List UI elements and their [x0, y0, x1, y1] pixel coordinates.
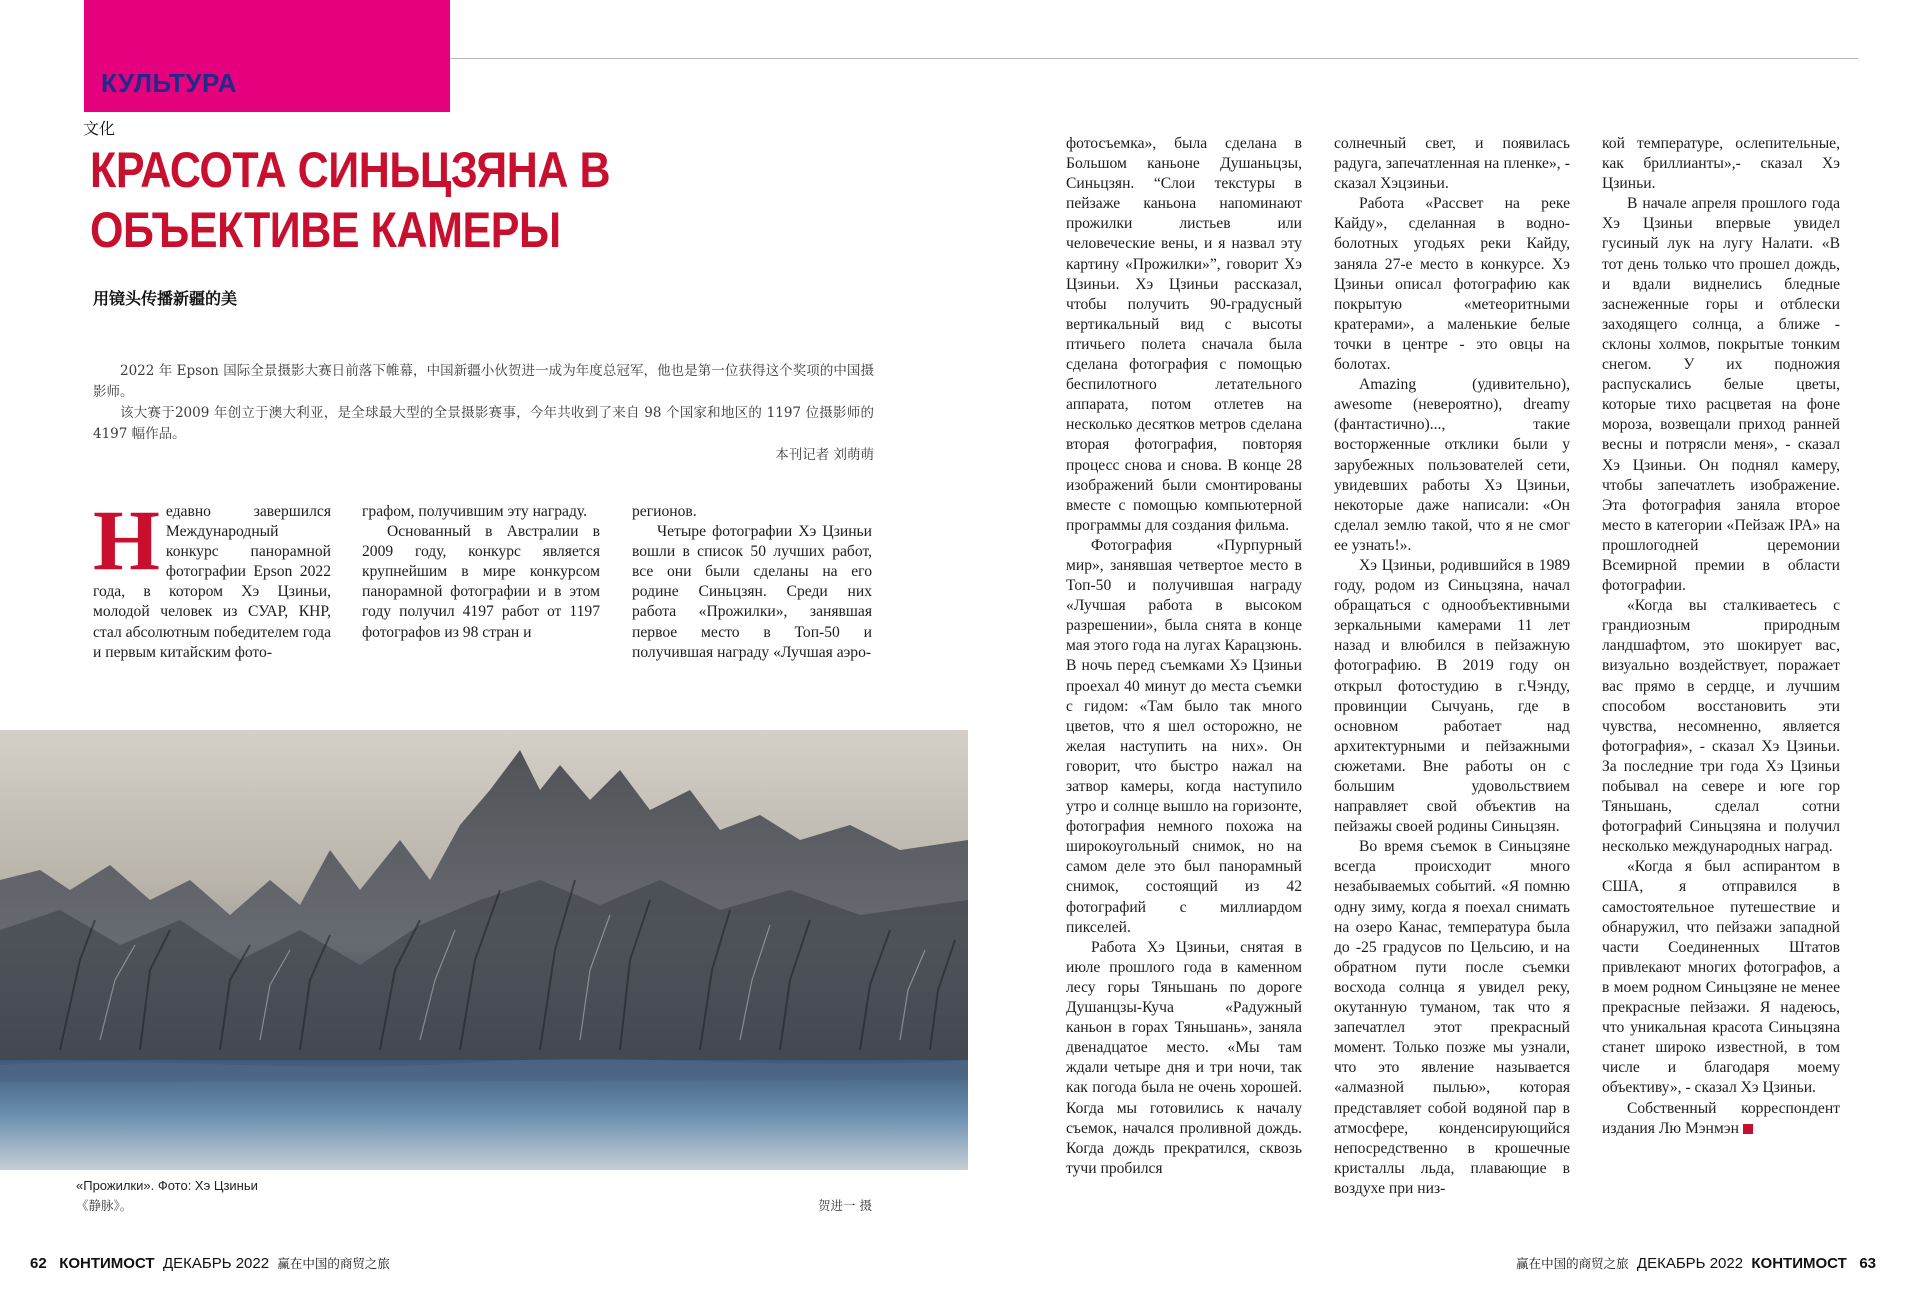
slogan-right-cn: 赢在中国的商贸之旅	[1516, 1256, 1629, 1271]
brand-right: КОНТИМОСТ	[1751, 1255, 1847, 1272]
article-text: Хэ Цзиньи, родившийся в 1989 году, родом из Синьцзяна, начал обращаться с однообъективными зеркальными камерами 11 лет назад и влюбился в пейзажную фотографию. В 2019 году он открыл фотостудию в г.Чэнду, провинции Сычуань, где в основном работает над архитектурными и пейзажными сюжетами. Вне работы он с большим удовольствием направляет свой объектив на пейзажы своей родины Синьцзян.	[1334, 556, 1570, 836]
headline	[90, 140, 640, 260]
lead-cn-paragraph-1: 2022 年 Epson 国际全景摄影大赛日前落下帷幕，中国新疆小伙贺进一成为年度总冠军，他也是第一位获得这个奖项的中国摄影师。	[93, 363, 874, 400]
article-text: Четыре фотографии Хэ Цзиньи вошли в список 50 лучших работ, все они были сделаны на его родине Синьцзян. Среди них работа «Прожилки», занявшая первое место в Топ-50 и получившая награду «Лучшая аэро-	[632, 523, 872, 661]
article-text: регионов.	[632, 503, 697, 520]
article-text: Фотография «Пурпурный мир», занявшая четвертое место в Топ-50 и получившая награду «Лучшая работа в высоком разрешении», была снята в конце мая этого года на лугах Карацзюнь. В ночь перед съемками Хэ Цзиньи проехал 40 минут до места съемки с гидом: «Там было так много цветов, что я шел осторожно, не желая наступить на них». Он говорит, что быстро нажал на затвор камеры, когда наступило утро и солнце вышло на горизонте, фотография немного похожа на широкоугольный снимок, но на самом деле это был панорамный снимок, состоящий из 42 фотографий с миллиардом пикселей.	[1066, 536, 1302, 936]
page-number-left: 62	[30, 1255, 47, 1272]
headline-line-1: КРАСОТА СИНЬЦЗЯНА В	[90, 142, 611, 198]
article-column-4	[1066, 134, 1302, 1179]
photo-caption: «Прожилки». Фото: Хэ Цзиньи	[76, 1178, 258, 1193]
article-text: Работа «Рассвет на реке Кайду», сделанная в водно-болотных угодьях реки Кайду, заняла 27-е место в конкурсе. Хэ Цзиньи описал фотографию как покрытую «метеоритными кратерами», а маленькие белые точки в центре - это овцы на болотах.	[1334, 195, 1570, 374]
article-photo	[0, 730, 968, 1170]
issue-date-left: ДЕКАБРЬ 2022	[162, 1255, 270, 1272]
article-text: «Когда я был аспирантом в США, я отправился в самостоятельное путешествие и обнаружил, что пейзажи западной части Соединенных Штатов привлекают многих фотографов, а в моем родном Синьцзяне не менее прекрасные пейзажи. Я надеюсь, что уникальная красота Синьцзяна станет широко известной, в том числе и благодаря моему объективу», - сказал Хэ Цзиньи.	[1602, 858, 1840, 1097]
article-text: В начале апреля прошлого года Хэ Цзиньи впервые увидел гусиный лук на лугу Налати. «В тот день только что прошел дождь, и вдали виднелись бледные заснеженные горы и отблески заходящего солнца, а ближе - склоны холмов, покрытые тонким снегом. У их подножия распускались белые цветы, которые тихо расцветая на фоне мороза, возвещали приход ранней весны и потрясли меня», - сказал Хэ Цзиньи. Он поднял камеру, чтобы запечатлеть изображение. Эта фотография заняла второе место в категории «Пейзаж IPA» на прошлогодней церемонии Всемирной премии в области фотографии.	[1602, 195, 1840, 595]
article-column-1	[93, 492, 331, 663]
article-signature: Собственный корреспондент издания Лю Мэнмэн	[1602, 1099, 1840, 1137]
article-text: едавно завершился Международный конкурс панорамной фотографии Epson 2022 года, в котором Хэ Цзиньи, молодой человек из СУАР, КНР, стал абсолютным победителем года и первым китайским фото-	[93, 503, 331, 661]
section-label-cn: 文化	[83, 119, 116, 138]
lead-cn	[93, 361, 874, 466]
photo-credit-cn: 贺进一 摄	[818, 1198, 872, 1213]
article-text: Во время съемок в Синьцзяне всегда происходит много незабываемых событий. «Я помню одну зиму, когда я поехал снимать на озеро Канас, температура была до -25 градусов по Цельсию, и на обратном пути после съемки восхода солнца я увидел реку, окутанную туманом, так что я запечатлел этот прекрасный момент. Только позже мы узнали, что это явление называется «алмазной пылью», которая представляет собой водяной пар в атмосфере, конденсирующийся непосредственно в крошечные кристаллы льда, плавающие в воздухе при низ-	[1334, 838, 1570, 1197]
article-column-5	[1334, 134, 1570, 1199]
article-text: «Когда вы сталкиваетесь с грандиозным природным ландшафтом, это шокирует вас, визуально воздействует, поражает вас прямо в сердце, и лучшим способом восстановить эти чувства, несомненно, является фотография», - сказал Хэ Цзиньи. За последние три года Хэ Цзиньи побывал на севере и юге гор Тяньшань, сделал сотни фотографий Синьцзяна и получил несколько международных наград.	[1602, 597, 1840, 856]
lead-cn-byline: 本刊记者 刘萌萌	[775, 447, 874, 463]
canyon-aerial-image	[0, 730, 968, 1170]
slogan-left-cn: 赢在中国的商贸之旅	[277, 1256, 390, 1271]
article-column-2	[362, 502, 600, 643]
header-rule	[450, 58, 1858, 59]
article-text: Основанный в Австралии в 2009 году, конкурс является крупнейшим в мире конкурсом панорамной фотографии и в этом году получил 4197 работ от 1197 фотографов из 98 стран и	[362, 523, 600, 641]
section-label: КУЛЬТУРА	[101, 68, 237, 98]
article-column-3	[632, 502, 872, 663]
footer-right	[1516, 1254, 1876, 1272]
article-text: Работа Хэ Цзиньи, снятая в июле прошлого года в каменном лесу горы Тяньшань по дороге Душанцзы-Куча «Радужный каньон в горах Тяньшань», заняла двенадцатое место. «Мы там ждали четыре дня и три ночи, так как погода была не очень хорошей. Когда мы готовились к началу съемок, начался проливной дождь. Когда дождь прекратился, сквозь тучи пробился	[1066, 938, 1302, 1177]
footer-left	[30, 1254, 390, 1272]
lead-cn-paragraph-2: 该大赛于2009 年创立于澳大利亚，是全球最大型的全景摄影赛事，今年共收到了来自 98 个国家和地区的 1197 位摄影师的 4197 幅作品。	[93, 405, 874, 442]
brand-left: КОНТИМОСТ	[59, 1255, 155, 1272]
headline-line-2: ОБЪЕКТИВЕ КАМЕРЫ	[90, 202, 561, 258]
article-text: фотосъемка», была сделана в Большом каньоне Душаньцзы, Синьцзян. “Слои текстуры в пейзаже каньона напоминают прожилки листьев или человеческие вены, и я назвал эту картину «Прожилки»”, говорит Хэ Цзиньи. Хэ Цзиньи рассказал, чтобы получить 90-градусный вертикальный вид с высоты птичьего полета сначала была сделана фотография с помощью беспилотного летательного аппарата, потом отлетев на несколько десятков метров сделана вторая фотография, повторяя процесс снова и снова. В конце 28 изображений были смонтированы вместе с помощью компьютерной программы для создания фильма.	[1066, 135, 1302, 534]
subtitle-cn: 用镜头传播新疆的美	[93, 289, 238, 308]
page-number-right: 63	[1859, 1255, 1876, 1272]
drop-cap: Н	[93, 492, 160, 588]
article-text: Amazing (удивительно), awesome (невероятно), dreamy (фантастично)..., такие восторженные отклики были у зарубежных пользователей сети, увидевших работы Хэ Цзиньи, некоторые даже написали: «Он сделал землю такой, что я не смог ее узнать!».	[1334, 376, 1570, 554]
article-text: графом, получившим эту награду.	[362, 503, 588, 520]
issue-date-right: ДЕКАБРЬ 2022	[1636, 1255, 1744, 1272]
section-tab	[84, 0, 450, 112]
end-mark-icon	[1743, 1124, 1753, 1134]
article-text: кой температуре, ослепительные, как бриллианты»,- сказал Хэ Цзиньи.	[1602, 135, 1840, 193]
photo-caption-cn: 《静脉》。	[76, 1198, 133, 1213]
article-column-6	[1602, 134, 1840, 1139]
article-text: солнечный свет, и появилась радуга, запечатленная на пленке», - сказал Хэцзиньи.	[1334, 135, 1570, 193]
